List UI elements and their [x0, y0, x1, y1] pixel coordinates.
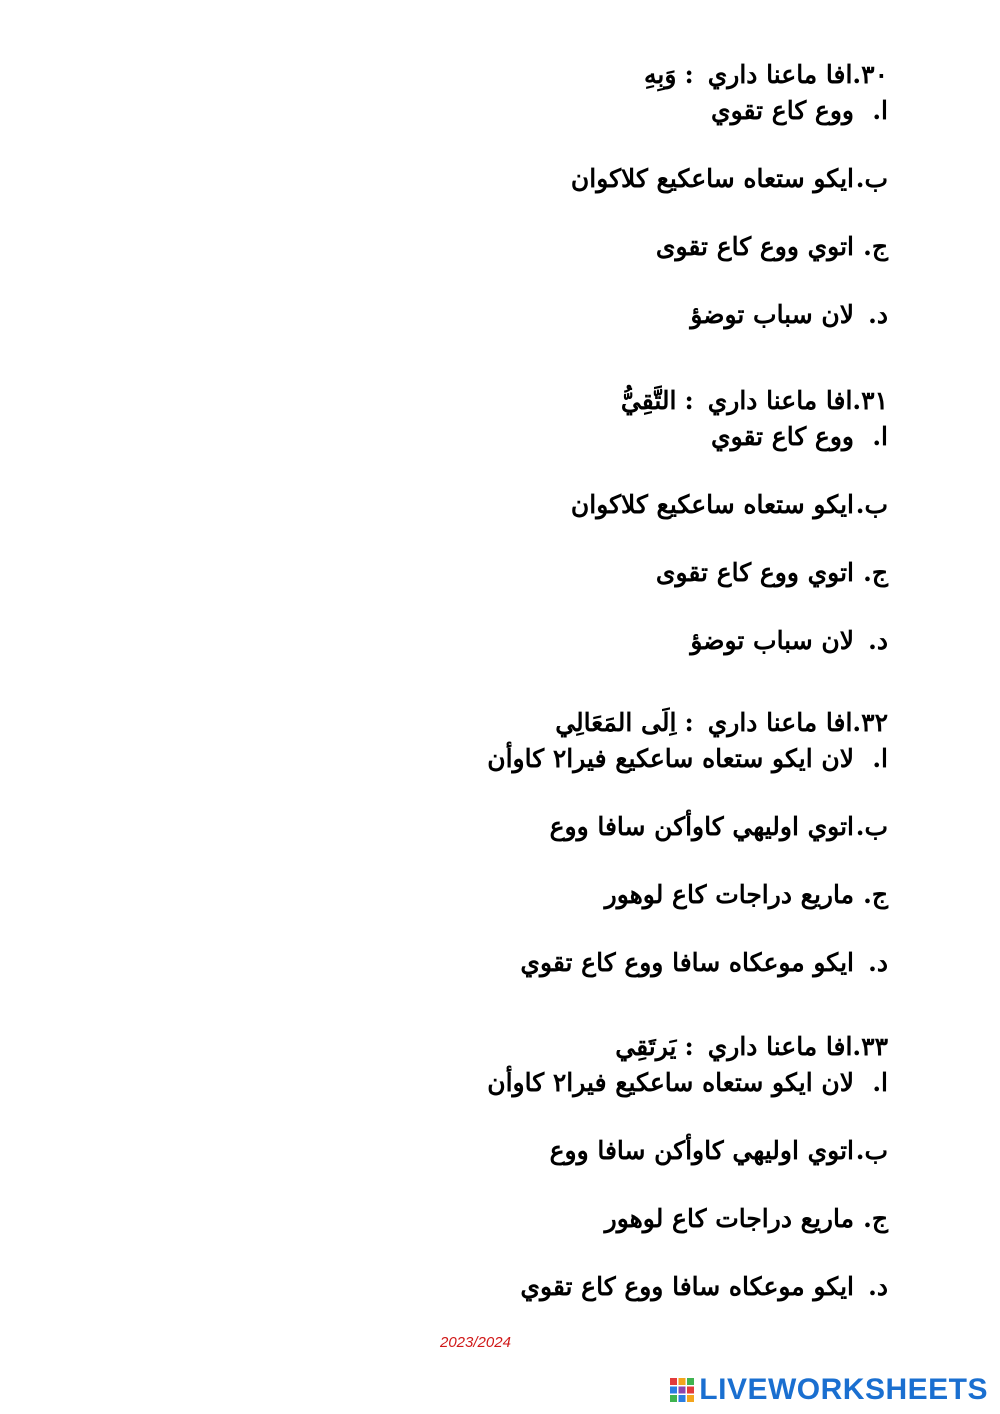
question-word: وَبِهِ: [644, 60, 677, 89]
question-number: ٣٢.: [852, 708, 888, 737]
question-colon: :: [684, 386, 694, 415]
option-text: ايكو ستعاه ساعكيع كلاكوان: [570, 490, 854, 519]
option-text: اتوي اوليهي كاوأكن سافا ووع: [549, 812, 854, 841]
option-b[interactable]: [368, 162, 888, 196]
question-number: ٣٣.: [852, 1032, 888, 1061]
option-text: لان سباب توضؤ: [690, 626, 854, 655]
question-colon: :: [684, 60, 694, 89]
option-c[interactable]: [368, 878, 888, 912]
option-letter: ا.: [872, 422, 888, 451]
option-letter: ج.: [863, 1204, 888, 1233]
option-d[interactable]: [368, 1270, 888, 1304]
option-text: ووع كاع تقوي: [711, 422, 854, 451]
liveworksheets-logo-icon: [669, 1377, 695, 1403]
question-prompt: افا ماعنا داري: [707, 386, 853, 415]
question-colon: :: [684, 1032, 694, 1061]
question-title: [368, 706, 888, 740]
option-text: لان ايكو ستعاه ساعكيع فيرا٢ كاوأن: [487, 1068, 854, 1097]
option-letter: ب.: [855, 164, 888, 193]
option-d[interactable]: [368, 946, 888, 980]
option-text: لان سباب توضؤ: [690, 300, 854, 329]
school-year: 2023/2024: [440, 1334, 511, 1351]
question-number: ٣٠.: [852, 60, 888, 89]
option-text: ماريع دراجات كاع لوهور: [604, 1204, 854, 1233]
option-a[interactable]: [368, 742, 888, 776]
option-letter: د.: [868, 948, 888, 977]
question-title: [368, 384, 888, 418]
question-title: [368, 1030, 888, 1064]
option-c[interactable]: [368, 230, 888, 264]
question-word: التَّقِيُّ: [620, 386, 677, 415]
option-text: ماريع دراجات كاع لوهور: [604, 880, 854, 909]
option-text: لان ايكو ستعاه ساعكيع فيرا٢ كاوأن: [487, 744, 854, 773]
question-colon: :: [684, 708, 694, 737]
question-word: يَرتَقِي: [615, 1032, 677, 1061]
option-text: ايكو موعكاه سافا ووع كاع تقوي: [520, 1272, 854, 1301]
option-a[interactable]: [368, 420, 888, 454]
question-title: [368, 58, 888, 92]
option-a[interactable]: [368, 94, 888, 128]
question-prompt: افا ماعنا داري: [707, 708, 853, 737]
option-letter: د.: [868, 626, 888, 655]
question-31: [368, 384, 888, 658]
brand-name: LIVEWORKSHEETS: [699, 1373, 988, 1406]
brand-watermark: [669, 1372, 988, 1408]
option-letter: ب.: [855, 490, 888, 519]
option-letter: ا.: [872, 96, 888, 125]
option-a[interactable]: [368, 1066, 888, 1100]
option-d[interactable]: [368, 624, 888, 658]
question-30: [368, 58, 888, 332]
option-b[interactable]: [368, 810, 888, 844]
option-c[interactable]: [368, 556, 888, 590]
option-letter: ج.: [863, 232, 888, 261]
option-letter: ب.: [855, 812, 888, 841]
option-letter: ا.: [872, 1068, 888, 1097]
option-d[interactable]: [368, 298, 888, 332]
option-letter: د.: [868, 300, 888, 329]
option-text: اتوي ووع كاع تقوى: [655, 558, 854, 587]
option-letter: ج.: [863, 880, 888, 909]
option-text: اتوي اوليهي كاوأكن سافا ووع: [549, 1136, 854, 1165]
option-b[interactable]: [368, 488, 888, 522]
option-c[interactable]: [368, 1202, 888, 1236]
question-number: ٣١.: [852, 386, 888, 415]
option-text: ايكو موعكاه سافا ووع كاع تقوي: [520, 948, 854, 977]
option-text: اتوي ووع كاع تقوى: [655, 232, 854, 261]
question-32: [368, 706, 888, 980]
option-text: ايكو ستعاه ساعكيع كلاكوان: [570, 164, 854, 193]
option-letter: ب.: [855, 1136, 888, 1165]
option-letter: د.: [868, 1272, 888, 1301]
option-letter: ج.: [863, 558, 888, 587]
question-33: [368, 1030, 888, 1304]
question-word: اِلَى المَعَالِي: [555, 708, 677, 737]
question-prompt: افا ماعنا داري: [707, 1032, 853, 1061]
option-text: ووع كاع تقوي: [711, 96, 854, 125]
option-b[interactable]: [368, 1134, 888, 1168]
option-letter: ا.: [872, 744, 888, 773]
question-prompt: افا ماعنا داري: [707, 60, 853, 89]
